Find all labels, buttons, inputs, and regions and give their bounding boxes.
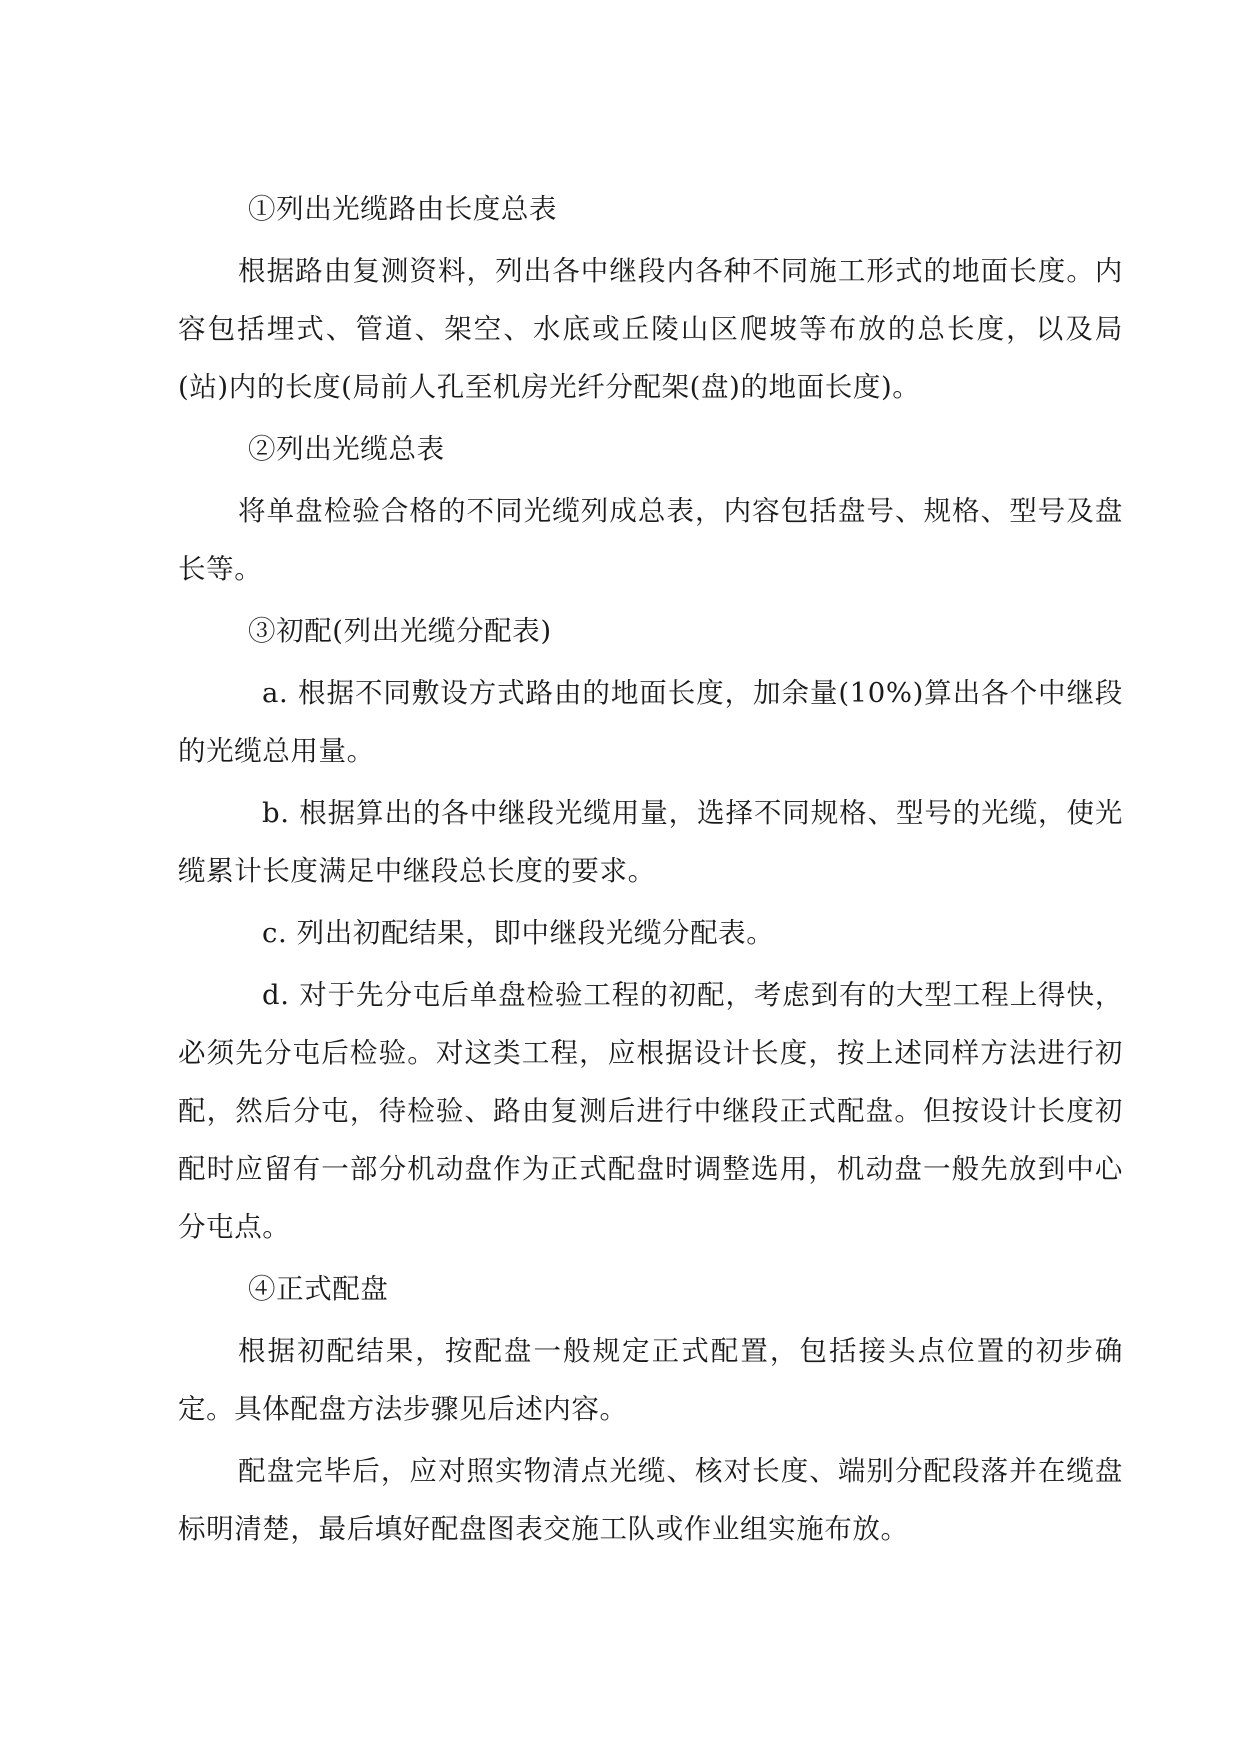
section-4-paragraph-2: 配盘完毕后，应对照实物清点光缆、核对长度、端别分配段落并在缆盘标明清楚，最后填好配盘图表交施工队或作业组实施布放。 (178, 1455, 1123, 1545)
section-heading-1: ①列出光缆路由长度总表 (248, 193, 558, 225)
section-3-item-c: c. 列出初配结果，即中继段光缆分配表。 (262, 917, 775, 949)
section-3-item-a: a. 根据不同敷设方式路由的地面长度，加余量(10%)算出各个中继段的光缆总用量。 (178, 677, 1123, 767)
section-heading-4: ④正式配盘 (248, 1273, 389, 1305)
document-page (178, 180, 1123, 1562)
section-heading-3: ③初配(列出光缆分配表) (248, 615, 552, 647)
section-3-item-d: d. 对于先分屯后单盘检验工程的初配，考虑到有的大型工程上得快，必须先分屯后检验。对这类工程，应根据设计长度，按上述同样方法进行初配，然后分屯，待检验、路由复测后进行中继段正式配盘。但按设计长度初配时应留有一部分机动盘作为正式配盘时调整选用，机动盘一般先放到中心分屯点。 (178, 979, 1123, 1243)
section-3-item-b: b. 根据算出的各中继段光缆用量，选择不同规格、型号的光缆，使光缆累计长度满足中继段总长度的要求。 (178, 797, 1123, 887)
section-heading-2: ②列出光缆总表 (248, 433, 445, 465)
section-4-paragraph-1: 根据初配结果，按配盘一般规定正式配置，包括接头点位置的初步确定。具体配盘方法步骤见后述内容。 (178, 1335, 1123, 1425)
section-1-paragraph-1: 根据路由复测资料，列出各中继段内各种不同施工形式的地面长度。内容包括埋式、管道、架空、水底或丘陵山区爬坡等布放的总长度，以及局(站)内的长度(局前人孔至机房光纤分配架(盘)的地面长度)。 (178, 255, 1123, 403)
section-2-paragraph-1: 将单盘检验合格的不同光缆列成总表，内容包括盘号、规格、型号及盘长等。 (178, 495, 1123, 585)
